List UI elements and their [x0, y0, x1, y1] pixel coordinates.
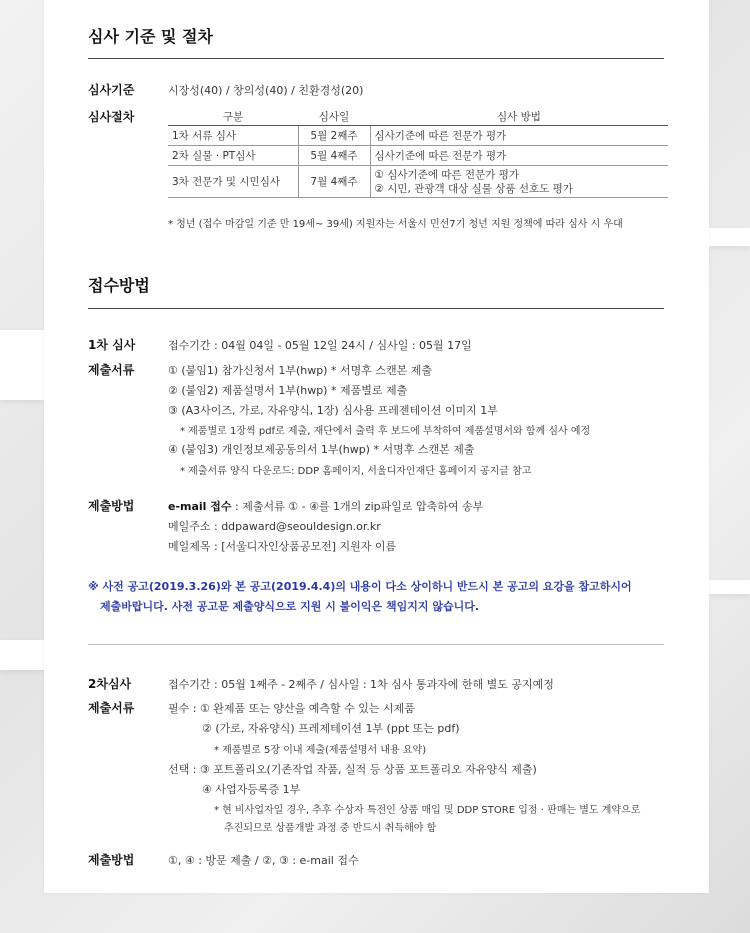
round-divider — [88, 644, 664, 645]
procedure-label: 심사절차 — [88, 110, 135, 124]
youth-preference-note: * 청년 (접수 마감일 기준 만 19세~ 39세) 지원자는 서울시 민선7기 청년 지원 정책에 따라 심사 시 우대 — [168, 219, 623, 230]
round1-doc-item: ② (붙임2) 제품설명서 1부(hwp) * 제품별로 제출 — [168, 384, 408, 397]
table-header: 심사일 — [298, 107, 370, 126]
table-cell-method — [370, 166, 668, 198]
round2-doc-item: 선택 : ③ 포트폴리오(기존작업 작품, 실적 등 상품 포트폴리오 자유양식 제출) — [168, 763, 537, 776]
application-section-title: 접수방법 — [88, 276, 150, 295]
table-cell-method: 심사기준에 따른 전문가 평가 — [370, 126, 668, 146]
email-submission-emphasis: e-mail 접수 — [168, 500, 232, 513]
round1-doc-item: ① (붙임1) 참가신청서 1부(hwp) * 서명후 스캔본 제출 — [168, 364, 432, 377]
table-row — [168, 166, 668, 198]
table-cell-stage: 3차 전문가 및 시민심사 — [168, 166, 298, 198]
round1-doc-item: ④ (붙임3) 개인정보제공동의서 1부(hwp) * 서명후 스캔본 제출 — [168, 443, 475, 456]
table-header: 구분 — [168, 107, 298, 126]
table-cell-stage: 2차 실물 · PT심사 — [168, 146, 298, 166]
round2-docs-label: 제출서류 — [88, 701, 135, 715]
notice-warning-line: ※ 사전 공고(2019.3.26)와 본 공고(2019.4.4)의 내용이 다소 상이하니 반드시 본 공고의 요강을 참고하시어 — [88, 580, 632, 593]
mail-subject: 메일제목 : [서울디자인상품공모전] 지원자 이름 — [168, 540, 397, 553]
table-cell-date: 5월 4째주 — [298, 146, 370, 166]
criteria-section-title: 심사 기준 및 절차 — [88, 27, 213, 46]
application-title-divider — [88, 308, 664, 309]
table-header: 심사 방법 — [370, 107, 668, 126]
round1-doc-note: * 제출서류 양식 다운로드: DDP 홈페이지, 서울디자인재단 홈페이지 공지글 참고 — [180, 466, 532, 477]
table-row — [168, 126, 668, 146]
mail-address: 메일주소 : ddpaward@seouldesign.or.kr — [168, 520, 381, 533]
background-shelf-right-lower — [709, 580, 750, 594]
method-line: ② 시민, 관광객 대상 실물 상품 선호도 평가 — [374, 182, 573, 195]
round1-method-text: : 제출서류 ① - ④를 1개의 zip파일로 압축하여 송부 — [231, 500, 484, 513]
background-shelf-left-lower — [0, 640, 44, 670]
criteria-label: 심사기준 — [88, 83, 135, 97]
notice-warning-line: 제출바랍니다. 사전 공고문 제출양식으로 지원 시 불이익은 책임지지 않습니다. — [100, 600, 480, 613]
round1-docs-label: 제출서류 — [88, 363, 135, 377]
round2-period: 접수기간 : 05월 1째주 - 2째주 / 심사일 : 1차 심사 통과자에 한해 별도 공지예정 — [168, 678, 554, 691]
background-shelf-left — [0, 330, 44, 400]
content-card — [44, 0, 709, 893]
method-line: ① 심사기준에 따른 전문가 평가 — [374, 168, 519, 181]
round1-label: 1차 심사 — [88, 338, 136, 352]
round1-doc-note: * 제품별로 1장씩 pdf로 제출, 재단에서 출력 후 보드에 부착하여 제품설명서와 함께 심사 예정 — [180, 426, 591, 437]
table-cell-method: 심사기준에 따른 전문가 평가 — [370, 146, 668, 166]
round1-method — [168, 498, 483, 514]
table-header-row — [168, 107, 668, 126]
round2-method: ①, ④ : 방문 제출 / ②, ③ : e-mail 접수 — [168, 854, 359, 867]
round2-doc-item: ② (가로, 자유양식) 프레제테이션 1부 (ppt 또는 pdf) — [202, 722, 460, 735]
round1-period: 접수기간 : 04월 04일 - 05월 12일 24시 / 심사일 : 05월 17일 — [168, 339, 472, 352]
round2-doc-item: 필수 : ① 완제품 또는 양산을 예측할 수 있는 시제품 — [168, 702, 415, 715]
table-cell-date: 7월 4째주 — [298, 166, 370, 198]
table-cell-stage: 1차 서류 심사 — [168, 126, 298, 146]
procedure-table — [168, 107, 668, 198]
round2-label: 2차심사 — [88, 677, 132, 691]
round1-method-label: 제출방법 — [88, 499, 135, 513]
criteria-title-divider — [88, 58, 664, 59]
table-row — [168, 146, 668, 166]
background-shelf-right — [709, 228, 750, 246]
round1-doc-item: ③ (A3사이즈, 가로, 자유양식, 1장) 심사용 프레젠테이션 이미지 1부 — [168, 404, 498, 417]
round2-doc-note: 추진되므로 상품개발 과정 중 반드시 취득해야 함 — [224, 823, 437, 834]
table-cell-date: 5월 2째주 — [298, 126, 370, 146]
round2-method-label: 제출방법 — [88, 853, 135, 867]
round2-doc-item: ④ 사업자등록증 1부 — [202, 783, 301, 796]
round2-doc-note: * 제품별로 5장 이내 제출(제품설명서 내용 요약) — [214, 745, 427, 756]
criteria-text: 시장성(40) / 창의성(40) / 친환경성(20) — [168, 84, 364, 97]
round2-doc-note: * 현 비사업자일 경우, 추후 수상자 특전인 상품 매입 및 DDP STORE 입점 · 판매는 별도 계약으로 — [214, 805, 641, 816]
